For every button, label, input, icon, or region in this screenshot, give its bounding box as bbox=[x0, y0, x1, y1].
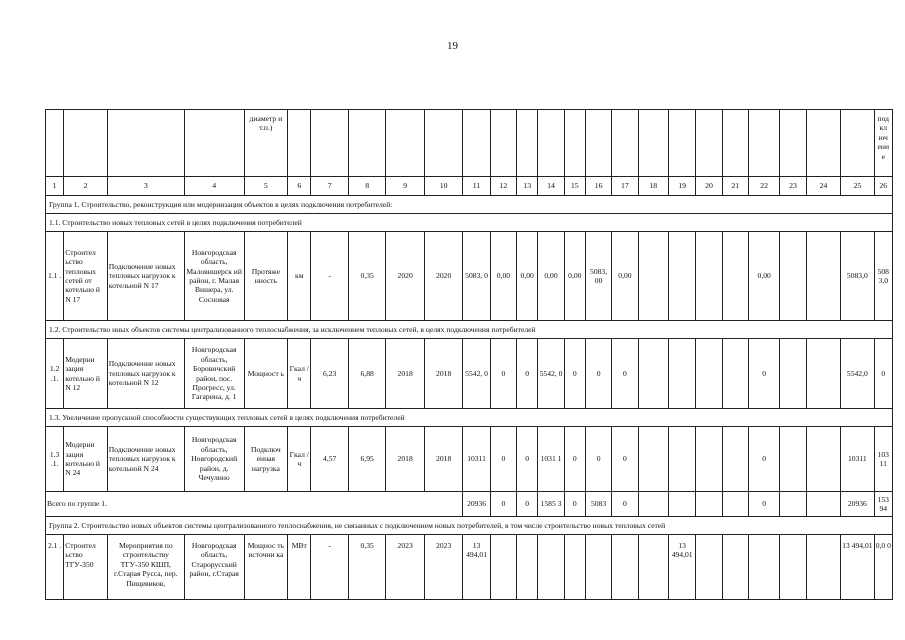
row-index: 1.2 .1. bbox=[46, 339, 64, 409]
project-description: Подключение новых тепловых нагрузок к котельной N 17 bbox=[107, 232, 184, 321]
column-number: 9 bbox=[386, 177, 425, 196]
cell bbox=[780, 232, 806, 321]
cell: 0,00 bbox=[564, 232, 585, 321]
cell: 5542, 0 bbox=[463, 339, 490, 409]
cell bbox=[638, 427, 668, 492]
column-number: 18 bbox=[638, 177, 668, 196]
total-cell: 0 bbox=[490, 492, 516, 517]
column-number: 19 bbox=[668, 177, 695, 196]
value-before: 6,23 bbox=[311, 339, 348, 409]
column-number: 23 bbox=[780, 177, 806, 196]
row-index: 1.3 .1. bbox=[46, 427, 64, 492]
header-row bbox=[46, 110, 893, 177]
total-cell: 0 bbox=[748, 492, 779, 517]
parameter-name: Мощност ь bbox=[244, 339, 288, 409]
cell bbox=[806, 427, 840, 492]
cell: 13 494,01 bbox=[463, 535, 490, 600]
project-name: Строител ьство ТГУ-350 bbox=[64, 535, 108, 600]
parameter-name: Подключ енная нагрузка bbox=[244, 427, 288, 492]
cell bbox=[696, 232, 722, 321]
column-number: 1 bbox=[46, 177, 64, 196]
column-number: 7 bbox=[311, 177, 348, 196]
value-before: 4,57 bbox=[311, 427, 348, 492]
table-row bbox=[46, 427, 893, 492]
cell: 0 bbox=[748, 427, 779, 492]
cell: 0,0 0 bbox=[874, 535, 892, 600]
project-description: Подключение новых тепловых нагрузок к котельной N 12 bbox=[107, 339, 184, 409]
project-description: Мероприятия по строительству ТГУ-350 КШП, г.Старая Русса, пер. Пищевиков, bbox=[107, 535, 184, 600]
investment-program-table bbox=[45, 109, 893, 600]
total-row-group-1 bbox=[46, 492, 893, 517]
project-name: Модерни зация котельно й N 12 bbox=[64, 339, 108, 409]
cell bbox=[780, 339, 806, 409]
cell: 5083,0 bbox=[841, 232, 874, 321]
cell: 0,00 bbox=[538, 232, 564, 321]
cell: 0 bbox=[748, 339, 779, 409]
section-1-1-title: 1.1. Строительство новых тепловых сетей в целях подключения потребителей bbox=[46, 214, 893, 232]
group-2-title-row bbox=[46, 517, 893, 535]
cell: 0 bbox=[564, 339, 585, 409]
cell: 5542, 0 bbox=[538, 339, 564, 409]
year-start: 2018 bbox=[386, 339, 425, 409]
year-start: 2018 bbox=[386, 427, 425, 492]
parameter-name: Протяже нность bbox=[244, 232, 288, 321]
cell bbox=[806, 339, 840, 409]
table-row bbox=[46, 535, 893, 600]
column-number: 17 bbox=[612, 177, 638, 196]
cell: 0 bbox=[612, 339, 638, 409]
value-after: 0,35 bbox=[348, 232, 385, 321]
year-end: 2018 bbox=[424, 427, 463, 492]
value-before: - bbox=[311, 232, 348, 321]
column-number: 22 bbox=[748, 177, 779, 196]
column-number: 25 bbox=[841, 177, 874, 196]
cell: 0 bbox=[490, 339, 516, 409]
project-location: Новгородская область, Старорусский район, г.Старая bbox=[184, 535, 244, 600]
project-location: Новгородская область, Боровичский район, пос. Прогресс, ул. Гагарина, д. 1 bbox=[184, 339, 244, 409]
column-number: 3 bbox=[107, 177, 184, 196]
column-number: 6 bbox=[288, 177, 311, 196]
year-end: 2023 bbox=[424, 535, 463, 600]
total-cell: 20936 bbox=[463, 492, 490, 517]
column-number-row bbox=[46, 177, 893, 196]
total-cell: 20936 bbox=[841, 492, 874, 517]
cell bbox=[668, 232, 695, 321]
column-number: 11 bbox=[463, 177, 490, 196]
total-cell: 153 94 bbox=[874, 492, 892, 517]
cell bbox=[638, 339, 668, 409]
project-name: Модерни зация котельно й N 24 bbox=[64, 427, 108, 492]
total-cell: 0 bbox=[564, 492, 585, 517]
cell bbox=[722, 339, 748, 409]
unit: Гкал /ч bbox=[288, 427, 311, 492]
cell: 0 bbox=[564, 427, 585, 492]
cell bbox=[722, 427, 748, 492]
unit: МВт bbox=[288, 535, 311, 600]
cell bbox=[696, 427, 722, 492]
cell: 0,00 bbox=[517, 232, 538, 321]
cell bbox=[668, 427, 695, 492]
column-number: 8 bbox=[348, 177, 385, 196]
page-number: 19 bbox=[447, 40, 458, 52]
section-1-2-title-row bbox=[46, 321, 893, 339]
cell: 1031 1 bbox=[538, 427, 564, 492]
cell: 0,00 bbox=[490, 232, 516, 321]
group-1-title-row bbox=[46, 196, 893, 214]
cell bbox=[638, 232, 668, 321]
value-after: 0,35 bbox=[348, 535, 385, 600]
column-number: 24 bbox=[806, 177, 840, 196]
value-after: 6,95 bbox=[348, 427, 385, 492]
year-start: 2023 bbox=[386, 535, 425, 600]
unit: км bbox=[288, 232, 311, 321]
cell bbox=[668, 339, 695, 409]
cell: 10311 bbox=[463, 427, 490, 492]
cell: 5542,0 bbox=[841, 339, 874, 409]
year-start: 2020 bbox=[386, 232, 425, 321]
total-cell: 0 bbox=[517, 492, 538, 517]
cell: 0,00 bbox=[748, 232, 779, 321]
header-col26: под кл юч ени е bbox=[874, 110, 892, 177]
cell bbox=[806, 232, 840, 321]
project-location: Новгородская область, Маловишерск ий район, г. Малая Вишера, ул. Сосновая bbox=[184, 232, 244, 321]
group-2-title: Группа 2. Строительство новых объектов системы централизованного теплоснабжения, не связанных с подключением новых потребителей, в том числе строительство новых тепловых сетей bbox=[46, 517, 893, 535]
column-number: 20 bbox=[696, 177, 722, 196]
cell: 0 bbox=[585, 339, 611, 409]
cell: 0 bbox=[490, 427, 516, 492]
table-row bbox=[46, 232, 893, 321]
project-name: Строител ьство тепловых сетей от котельно й N 17 bbox=[64, 232, 108, 321]
cell bbox=[780, 427, 806, 492]
column-number: 15 bbox=[564, 177, 585, 196]
cell: 10311 bbox=[841, 427, 874, 492]
column-number: 26 bbox=[874, 177, 892, 196]
section-1-3-title: 1.3. Увеличение пропускной способности существующих тепловых сетей в целях подключения потребителей bbox=[46, 409, 893, 427]
column-number: 13 bbox=[517, 177, 538, 196]
column-number: 14 bbox=[538, 177, 564, 196]
cell: 0 bbox=[612, 427, 638, 492]
year-end: 2020 bbox=[424, 232, 463, 321]
column-number: 16 bbox=[585, 177, 611, 196]
cell bbox=[696, 339, 722, 409]
column-number: 10 bbox=[424, 177, 463, 196]
table-row bbox=[46, 339, 893, 409]
total-cell: 0 bbox=[612, 492, 638, 517]
cell bbox=[722, 232, 748, 321]
cell: 0 bbox=[517, 427, 538, 492]
cell: 13 494,01 bbox=[668, 535, 695, 600]
total-cell: 5083 bbox=[585, 492, 611, 517]
cell: 5083, 00 bbox=[585, 232, 611, 321]
header-col5: диаметр и т.п.) bbox=[244, 110, 288, 177]
total-cell: 1585 3 bbox=[538, 492, 564, 517]
unit: Гкал /ч bbox=[288, 339, 311, 409]
section-1-3-title-row bbox=[46, 409, 893, 427]
column-number: 5 bbox=[244, 177, 288, 196]
parameter-name: Мощнос ть источни ка bbox=[244, 535, 288, 600]
section-1-2-title: 1.2. Строительство иных объектов системы централизованного теплоснабжения, за исключением тепловых сетей, в целях подключения потребителей bbox=[46, 321, 893, 339]
row-index: 1.1 . bbox=[46, 232, 64, 321]
year-end: 2018 bbox=[424, 339, 463, 409]
value-before: - bbox=[311, 535, 348, 600]
cell: 0 bbox=[874, 339, 892, 409]
section-1-1-title-row bbox=[46, 214, 893, 232]
row-index: 2.1 . bbox=[46, 535, 64, 600]
cell: 0 bbox=[517, 339, 538, 409]
cell: 0 bbox=[585, 427, 611, 492]
cell: 13 494,01 bbox=[841, 535, 874, 600]
column-number: 21 bbox=[722, 177, 748, 196]
total-label: Всего по группе 1. bbox=[46, 492, 463, 517]
project-location: Новгородская область, Новгородский район, д. Чечулино bbox=[184, 427, 244, 492]
cell: 103 11 bbox=[874, 427, 892, 492]
project-description: Подключение новых тепловых нагрузок к котельной N 24 bbox=[107, 427, 184, 492]
column-number: 12 bbox=[490, 177, 516, 196]
cell: 508 3,0 bbox=[874, 232, 892, 321]
group-1-title: Группа 1. Строительство, реконструкция или модернизация объектов в целях подключения потребителей: bbox=[46, 196, 893, 214]
value-after: 6,88 bbox=[348, 339, 385, 409]
column-number: 4 bbox=[184, 177, 244, 196]
cell: 5083, 0 bbox=[463, 232, 490, 321]
cell: 0,00 bbox=[612, 232, 638, 321]
column-number: 2 bbox=[64, 177, 108, 196]
